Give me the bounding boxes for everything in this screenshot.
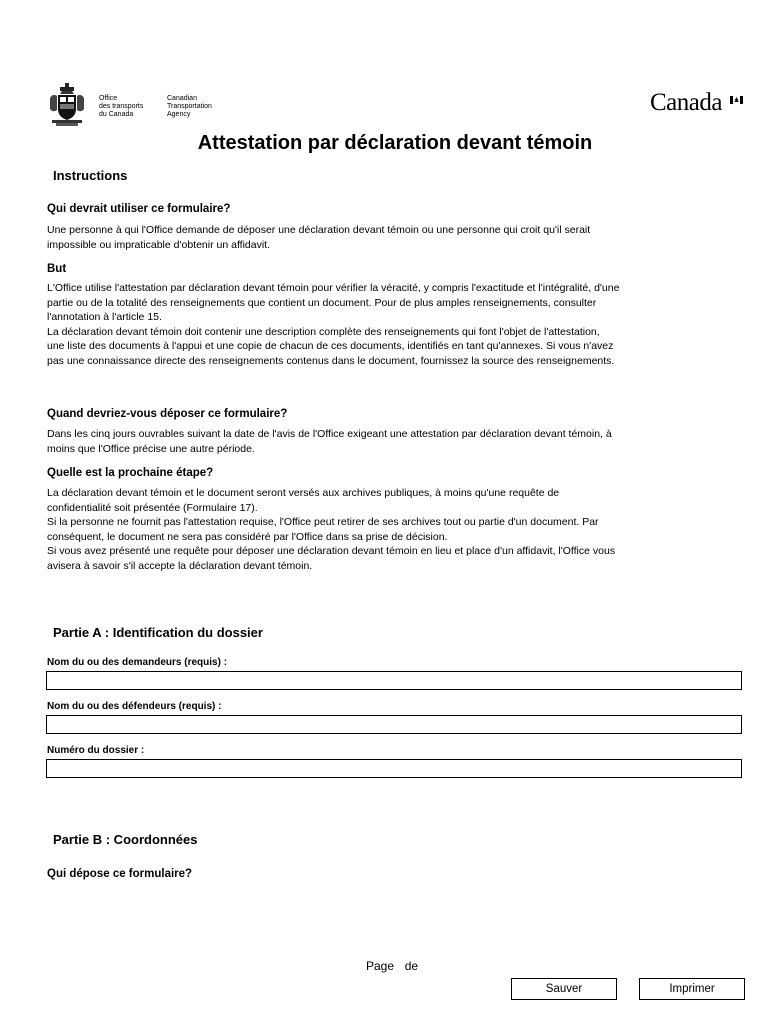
save-button[interactable]: Sauver <box>511 978 617 1000</box>
page-indicator <box>366 959 418 973</box>
text-line: Une personne à qui l'Office demande de déposer une déclaration devant témoin ou une personne qui croit qu'il serait <box>47 224 591 236</box>
part-b-heading: Partie B : Coordonnées <box>53 832 198 847</box>
answer-who <box>47 223 747 252</box>
who-files-question: Qui dépose ce formulaire? <box>47 868 193 880</box>
file-number-input[interactable] <box>46 759 742 778</box>
agency-name-en <box>167 95 212 119</box>
text-line: avisera à savoir s'il accepte la déclaration devant témoin. <box>47 559 313 572</box>
agency-en-line: Transportation <box>167 103 212 110</box>
agency-fr-line: Office <box>99 95 118 102</box>
agency-fr-line: du Canada <box>99 111 134 118</box>
canada-wordmark: Canada <box>650 89 722 116</box>
text-line: moins que l'Office précise une autre période. <box>47 442 255 455</box>
text-line: partie ou de la totalité des renseignements que contient un document. Pour de plus amples renseignements, consulter <box>47 296 597 309</box>
coat-of-arms-logo <box>46 82 88 128</box>
text-line: Si vous avez présenté une requête pour déposer une déclaration devant témoin en lieu et place d'un affidavit, l'Office vous <box>47 545 616 558</box>
text-line: impossible ou impraticable d'obtenir un affidavit. <box>47 238 271 251</box>
question-who: Qui devrait utiliser ce formulaire? <box>47 203 231 215</box>
text-line: l'annotation à l'article 15. <box>47 311 162 324</box>
text-line: confidentialité soit présentée (Formulaire 17). <box>47 501 258 514</box>
text-line: L'Office utilise l'attestation par déclaration devant témoin pour vérifier la véracité, y compris l'exactitude et l'intégralité, d'une <box>47 282 620 294</box>
question-but: But <box>47 263 67 275</box>
respondents-input[interactable] <box>46 715 742 734</box>
page-of-label: de <box>404 959 419 973</box>
question-next: Quelle est la prochaine étape? <box>47 467 214 479</box>
text-line: une liste des documents à l'appui et une copie de chacun de ces documents, identifiés en tant qu'annexes. Si vous n'avez <box>47 340 614 353</box>
file-number-label: Numéro du dossier : <box>47 745 145 756</box>
applicants-label: Nom du ou des demandeurs (requis) : <box>47 657 228 668</box>
text-line: La déclaration devant témoin doit contenir une description complète des renseignements qui font l'objet de l'attestation, <box>47 325 600 338</box>
text-line: conséquent, le document ne sera pas considéré par l'Office dans sa prise de décision. <box>47 530 448 543</box>
answer-but <box>47 281 752 369</box>
agency-fr-line: des transports <box>99 103 144 110</box>
answer-next <box>47 486 752 574</box>
text-line: pas une connaissance directe des renseignements contenus dans le document, fournissez la source des renseignements. <box>47 354 615 367</box>
flag-icon <box>730 91 743 99</box>
agency-en-line: Canadian <box>167 95 197 102</box>
answer-when <box>47 427 752 456</box>
question-when: Quand devriez-vous déposer ce formulaire? <box>47 408 288 420</box>
applicants-input[interactable] <box>46 671 742 690</box>
page-label: Page <box>366 959 395 973</box>
respondents-label: Nom du ou des défendeurs (requis) : <box>47 701 222 712</box>
agency-name-fr <box>99 95 143 119</box>
text-line: La déclaration devant témoin et le document seront versés aux archives publiques, à moins qu'une requête de <box>47 487 560 499</box>
print-button[interactable]: Imprimer <box>639 978 745 1000</box>
page-title: Attestation par déclaration devant témoin <box>197 132 593 154</box>
text-line: Dans les cinq jours ouvrables suivant la date de l'avis de l'Office exigeant une attestation par déclaration devant témoin, à <box>47 428 612 440</box>
agency-en-line: Agency <box>167 111 191 118</box>
instructions-heading: Instructions <box>53 168 128 183</box>
part-a-heading: Partie A : Identification du dossier <box>53 625 263 640</box>
text-line: Si la personne ne fournit pas l'attestation requise, l'Office peut retirer de ses archives tout ou partie d'un document. Par <box>47 516 599 529</box>
